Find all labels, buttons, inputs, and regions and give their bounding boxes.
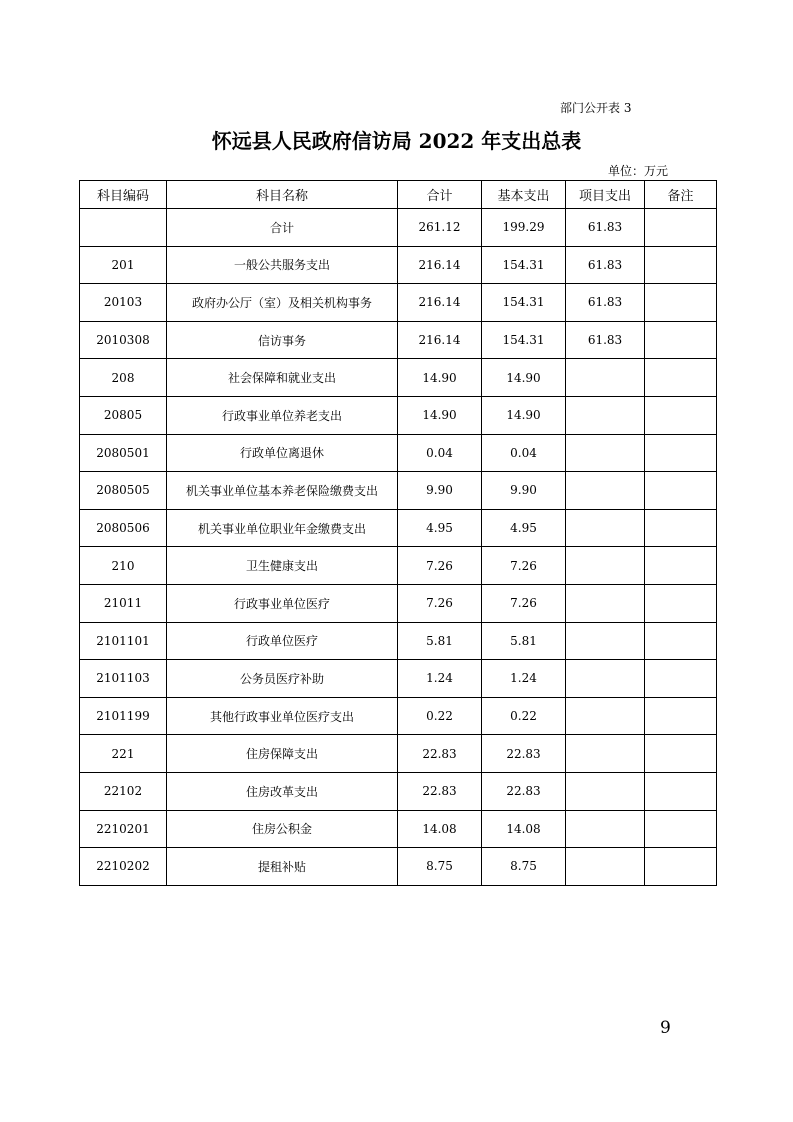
cell-project [566, 509, 645, 547]
cell-basic: 5.81 [482, 622, 566, 660]
cell-total: 7.26 [398, 584, 482, 622]
cell-project [566, 772, 645, 810]
cell-total: 14.90 [398, 396, 482, 434]
cell-code: 2210201 [80, 810, 167, 848]
cell-note [645, 509, 717, 547]
page-number: 9 [660, 1018, 671, 1038]
cell-code: 221 [80, 735, 167, 773]
cell-total: 0.04 [398, 434, 482, 472]
cell-code: 21011 [80, 584, 167, 622]
cell-code: 2101103 [80, 660, 167, 698]
cell-project [566, 660, 645, 698]
cell-name: 社会保障和就业支出 [167, 359, 398, 397]
cell-project [566, 584, 645, 622]
cell-basic: 9.90 [482, 472, 566, 510]
table-row [80, 321, 717, 359]
table-row [80, 434, 717, 472]
cell-project [566, 622, 645, 660]
cell-basic: 7.26 [482, 584, 566, 622]
cell-total: 14.08 [398, 810, 482, 848]
cell-note [645, 359, 717, 397]
cell-name: 行政事业单位医疗 [167, 584, 398, 622]
header-code: 科目编码 [80, 181, 167, 209]
header-total: 合计 [398, 181, 482, 209]
cell-name: 住房公积金 [167, 810, 398, 848]
table-row [80, 396, 717, 434]
cell-total: 216.14 [398, 321, 482, 359]
table-row [80, 246, 717, 284]
cell-note [645, 584, 717, 622]
cell-code: 210 [80, 547, 167, 585]
unit-label: 单位：万元 [608, 164, 669, 178]
table-row [80, 547, 717, 585]
cell-name: 住房改革支出 [167, 772, 398, 810]
cell-total: 5.81 [398, 622, 482, 660]
cell-name: 政府办公厅（室）及相关机构事务 [167, 284, 398, 322]
cell-name: 合计 [167, 209, 398, 247]
table-row [80, 848, 717, 886]
cell-total: 0.22 [398, 697, 482, 735]
cell-basic: 154.31 [482, 246, 566, 284]
cell-basic: 7.26 [482, 547, 566, 585]
table-row [80, 509, 717, 547]
cell-code: 2010308 [80, 321, 167, 359]
cell-basic: 4.95 [482, 509, 566, 547]
cell-project [566, 359, 645, 397]
cell-note [645, 547, 717, 585]
table-row [80, 810, 717, 848]
cell-project: 61.83 [566, 246, 645, 284]
cell-total: 7.26 [398, 547, 482, 585]
cell-basic: 14.08 [482, 810, 566, 848]
cell-total: 22.83 [398, 772, 482, 810]
cell-total: 216.14 [398, 246, 482, 284]
cell-note [645, 810, 717, 848]
cell-project [566, 848, 645, 886]
cell-project [566, 810, 645, 848]
table-header-row [80, 181, 717, 209]
cell-total: 8.75 [398, 848, 482, 886]
cell-note [645, 321, 717, 359]
table-row [80, 697, 717, 735]
cell-project [566, 396, 645, 434]
cell-code: 2080506 [80, 509, 167, 547]
cell-note [645, 434, 717, 472]
cell-basic: 1.24 [482, 660, 566, 698]
cell-basic: 154.31 [482, 284, 566, 322]
cell-total: 216.14 [398, 284, 482, 322]
cell-basic: 154.31 [482, 321, 566, 359]
page-title: 怀远县人民政府信访局 2022 年支出总表 [211, 129, 582, 153]
cell-code: 2101101 [80, 622, 167, 660]
cell-name: 信访事务 [167, 321, 398, 359]
cell-note [645, 284, 717, 322]
header-name: 科目名称 [167, 181, 398, 209]
cell-code: 208 [80, 359, 167, 397]
cell-code: 22102 [80, 772, 167, 810]
cell-project [566, 472, 645, 510]
cell-project: 61.83 [566, 321, 645, 359]
table-row [80, 472, 717, 510]
cell-note [645, 246, 717, 284]
expenditure-table [79, 180, 717, 886]
cell-note [645, 848, 717, 886]
cell-note [645, 660, 717, 698]
cell-name: 提租补贴 [167, 848, 398, 886]
cell-project: 61.83 [566, 284, 645, 322]
cell-project [566, 547, 645, 585]
cell-project [566, 434, 645, 472]
cell-name: 住房保障支出 [167, 735, 398, 773]
header-basic: 基本支出 [482, 181, 566, 209]
cell-project: 61.83 [566, 209, 645, 247]
cell-total: 4.95 [398, 509, 482, 547]
cell-name: 机关事业单位基本养老保险缴费支出 [167, 472, 398, 510]
cell-code: 20103 [80, 284, 167, 322]
cell-basic: 22.83 [482, 735, 566, 773]
table-row [80, 284, 717, 322]
cell-name: 行政单位离退休 [167, 434, 398, 472]
cell-name: 一般公共服务支出 [167, 246, 398, 284]
cell-basic: 0.22 [482, 697, 566, 735]
cell-basic: 22.83 [482, 772, 566, 810]
cell-name: 行政事业单位养老支出 [167, 396, 398, 434]
cell-total: 261.12 [398, 209, 482, 247]
cell-name: 卫生健康支出 [167, 547, 398, 585]
cell-project [566, 735, 645, 773]
cell-code: 2080505 [80, 472, 167, 510]
cell-code: 20805 [80, 396, 167, 434]
cell-note [645, 697, 717, 735]
cell-name: 行政单位医疗 [167, 622, 398, 660]
cell-code: 2080501 [80, 434, 167, 472]
cell-name: 公务员医疗补助 [167, 660, 398, 698]
cell-note [645, 622, 717, 660]
cell-code [80, 209, 167, 247]
cell-basic: 0.04 [482, 434, 566, 472]
table-row [80, 660, 717, 698]
cell-total: 22.83 [398, 735, 482, 773]
cell-project [566, 697, 645, 735]
cell-basic: 14.90 [482, 396, 566, 434]
table-body [80, 209, 717, 886]
cell-basic: 14.90 [482, 359, 566, 397]
table-row [80, 209, 717, 247]
cell-note [645, 735, 717, 773]
header-note: 备注 [645, 181, 717, 209]
form-label: 部门公开表 3 [560, 101, 632, 115]
cell-note [645, 472, 717, 510]
table-row [80, 359, 717, 397]
cell-total: 14.90 [398, 359, 482, 397]
table-row [80, 772, 717, 810]
cell-total: 9.90 [398, 472, 482, 510]
cell-name: 其他行政事业单位医疗支出 [167, 697, 398, 735]
cell-note [645, 772, 717, 810]
table-row [80, 584, 717, 622]
cell-code: 2210202 [80, 848, 167, 886]
cell-total: 1.24 [398, 660, 482, 698]
cell-note [645, 209, 717, 247]
cell-name: 机关事业单位职业年金缴费支出 [167, 509, 398, 547]
cell-code: 201 [80, 246, 167, 284]
cell-basic: 199.29 [482, 209, 566, 247]
cell-note [645, 396, 717, 434]
header-project: 项目支出 [566, 181, 645, 209]
cell-basic: 8.75 [482, 848, 566, 886]
table-row [80, 622, 717, 660]
cell-code: 2101199 [80, 697, 167, 735]
table-row [80, 735, 717, 773]
